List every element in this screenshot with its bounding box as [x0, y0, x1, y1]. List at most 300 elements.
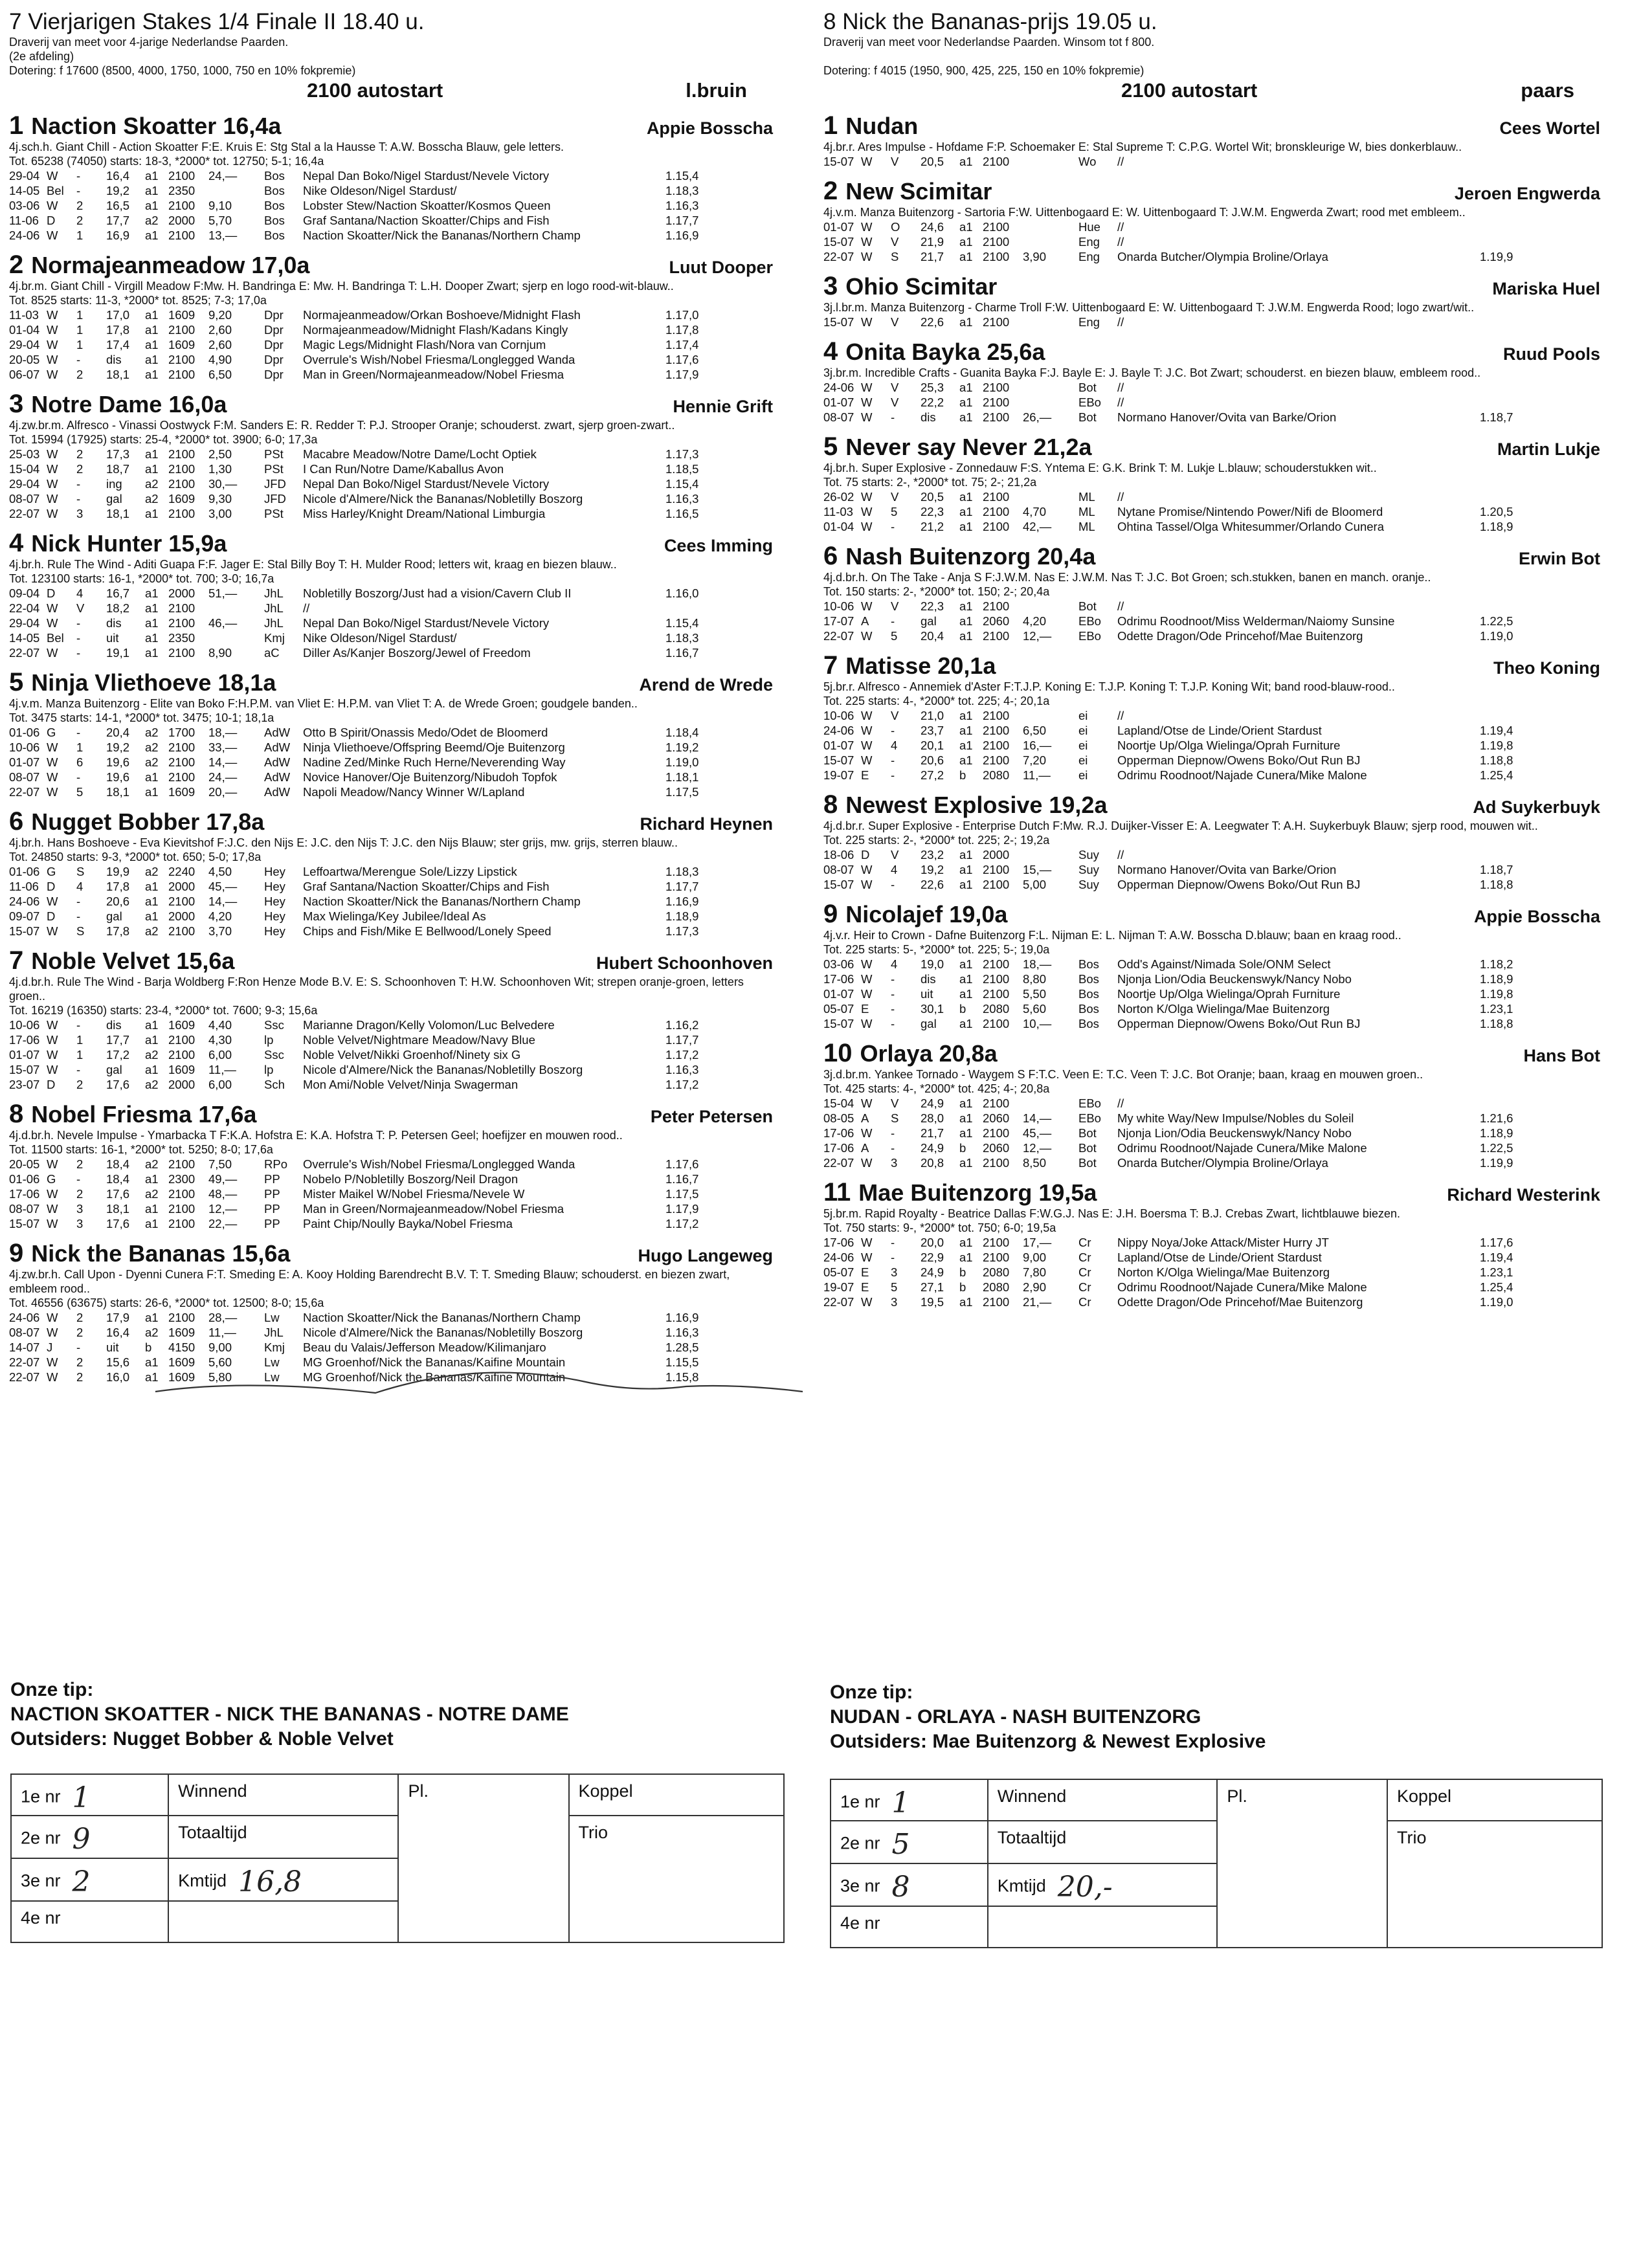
horse-number: 5: [823, 432, 838, 461]
run-cell: 10-06: [9, 740, 40, 754]
run-cell: S: [891, 1111, 899, 1125]
run-cell: [1023, 395, 1072, 410]
run-cell: 22-07: [9, 785, 40, 799]
run-cell: 19,2: [106, 740, 130, 754]
run-cell: -: [76, 184, 81, 197]
run-cell: a1: [959, 220, 973, 234]
table-row: [823, 1140, 1525, 1155]
handwritten-number[interactable]: 8: [891, 1871, 910, 1904]
horse-header: [9, 946, 773, 975]
table-row: [9, 183, 711, 198]
run-cell: 11-03: [9, 308, 39, 322]
run-cell: W: [861, 490, 873, 504]
handwritten-number[interactable]: 5: [891, 1828, 910, 1861]
run-cell: Cr: [1078, 1251, 1091, 1264]
run-cell: G: [47, 726, 56, 739]
run-cell: 17-06: [9, 1033, 40, 1047]
past-performance-table: [823, 315, 1525, 329]
run-cell: Diller As/Kanjer Boszorg/Jewel of Freedom: [303, 646, 531, 660]
run-cell: 20,6: [921, 753, 944, 767]
horse-name-text: Onita Bayka 25,6a: [845, 339, 1045, 365]
run-cell: 51,—: [208, 586, 238, 600]
run-cell: Magic Legs/Midnight Flash/Nora van Cornjum: [303, 338, 546, 351]
run-cell: Overrule's Wish/Nobel Friesma/Longlegged Wanda: [303, 353, 575, 366]
run-cell: 11-06: [9, 880, 39, 893]
run-cell: 2240: [168, 865, 195, 878]
run-cell: ML: [1078, 520, 1095, 533]
run-cell: 1.19,2: [665, 740, 699, 754]
table-row: [823, 234, 1525, 249]
past-performance-table: [9, 864, 711, 939]
run-cell: 22-07: [9, 646, 40, 660]
run-cell: 4: [891, 957, 898, 971]
run-cell: Bos: [1078, 957, 1099, 971]
run-cell: 4: [76, 880, 84, 893]
table-row: [9, 1310, 711, 1325]
run-cell: V: [891, 490, 899, 504]
run-cell: 21,7: [921, 250, 944, 263]
horse-totals: Tot. 46556 (63675) starts: 26-6, *2000* tot. 12500; 8-0; 15,6a: [9, 1296, 324, 1309]
run-cell: 1.16,2: [665, 1018, 699, 1032]
run-cell: 2: [76, 447, 84, 461]
run-cell: -: [76, 770, 81, 784]
run-cell: W: [861, 753, 873, 767]
tip-heading: Onze tip:: [830, 1682, 913, 1703]
run-cell: AdW: [264, 755, 291, 769]
horse-driver: Martin Lukje: [1497, 439, 1600, 459]
run-cell: Nytane Promise/Nintendo Power/Nifi de Bloomerd: [1117, 505, 1383, 518]
run-cell: gal: [106, 492, 122, 506]
run-cell: 1.22,5: [1480, 614, 1513, 628]
run-cell: 5: [891, 629, 898, 643]
run-cell: Bot: [1078, 381, 1097, 394]
run-cell: JFD: [264, 492, 286, 506]
run-cell: D: [47, 586, 56, 600]
run-cell: W: [861, 505, 873, 518]
bet-type-label: Totaaltijd: [988, 1821, 1218, 1863]
run-cell: a1: [145, 353, 159, 366]
run-cell: [1023, 154, 1072, 169]
run-cell: [1480, 219, 1525, 234]
horse-name: [823, 111, 918, 140]
run-cell: 2100: [983, 410, 1010, 424]
tip-main: NACTION SKOATTER - NICK THE BANANAS - NOTRE DAME: [10, 1704, 569, 1725]
run-cell: a1: [145, 199, 159, 212]
run-cell: 08-07: [9, 1326, 40, 1339]
run-cell: 2100: [983, 739, 1010, 752]
horse-name-text: Nick the Bananas 15,6a: [31, 1240, 291, 1267]
run-cell: uit: [106, 1340, 119, 1354]
table-row: [9, 168, 711, 183]
run-cell: 19,0: [921, 957, 944, 971]
handwritten-number[interactable]: 2: [72, 1865, 91, 1898]
run-cell: 2080: [983, 1265, 1010, 1279]
run-cell: 19-07: [823, 1280, 854, 1294]
run-cell: Chips and Fish/Mike E Bellwood/Lonely Speed: [303, 924, 552, 938]
run-cell: JhL: [264, 1326, 284, 1339]
horse-number: 1: [9, 111, 24, 140]
horse-header: [9, 250, 773, 279]
table-row: [823, 154, 1525, 169]
table-row: [823, 504, 1525, 519]
run-cell: W: [861, 972, 873, 986]
run-cell: 24-06: [823, 724, 854, 737]
run-cell: Bos: [264, 199, 285, 212]
run-cell: 1.20,5: [1480, 505, 1513, 518]
run-cell: a2: [145, 924, 159, 938]
run-cell: Lapland/Otse de Linde/Orient Stardust: [1117, 724, 1322, 737]
handwritten-number[interactable]: 1: [891, 1786, 910, 1819]
horse-entry: [823, 542, 1600, 643]
run-cell: 2100: [983, 1096, 1010, 1110]
horse-name: [9, 946, 234, 975]
run-cell: 2100: [168, 228, 195, 242]
run-cell: [1023, 489, 1072, 504]
run-cell: 1.16,5: [665, 507, 699, 520]
table-row: [9, 1325, 711, 1340]
run-cell: -: [76, 1340, 81, 1354]
run-cell: [208, 630, 258, 645]
run-cell: 1.19,0: [665, 755, 699, 769]
run-cell: 5,00: [1023, 878, 1047, 891]
run-cell: 2100: [168, 770, 195, 784]
run-cell: 1: [76, 323, 84, 337]
run-cell: 3: [891, 1295, 898, 1309]
run-cell: Cr: [1078, 1295, 1091, 1309]
table-row: [9, 213, 711, 228]
run-cell: 2100: [168, 924, 195, 938]
run-cell: 1: [76, 228, 84, 242]
horse-driver: Hans Bot: [1523, 1046, 1600, 1065]
handwritten-kmtijd[interactable]: 16,8: [238, 1865, 302, 1898]
horse-header: [823, 272, 1600, 300]
run-cell: My white Way/New Impulse/Nobles du Soleil: [1117, 1111, 1354, 1125]
bet-row-label: 1e nr 1: [11, 1774, 168, 1816]
table-row: [9, 1216, 711, 1231]
run-cell: a1: [145, 1018, 159, 1032]
run-cell: Hey: [264, 865, 285, 878]
run-cell: 2100: [983, 505, 1010, 518]
horse-name-text: Nash Buitenzorg 20,4a: [845, 543, 1096, 570]
tip-heading: Onze tip:: [10, 1679, 94, 1700]
horse-pedigree: 4j.d.br.h. On The Take - Anja S F:J.W.M. Nas E: J.W.M. Nas T: J.C. Bot Groen; sch.stukken, banen en manch. oranje..: [823, 571, 1431, 584]
run-cell: 2080: [983, 1002, 1010, 1016]
run-cell: a2: [145, 1326, 159, 1339]
horse-pedigree: 4j.d.br.h. Nevele Impulse - Ymarbacka T F:K.A. Hofstra E: K.A. Hofstra T: P. Petersen Geel; hoefijzer en mouwen rood..: [9, 1129, 623, 1142]
horse-driver: Ad Suykerbuyk: [1473, 797, 1600, 817]
run-cell: -: [76, 1018, 81, 1032]
run-cell: 16,5: [106, 199, 130, 212]
past-performance-table: [823, 847, 1525, 892]
run-cell: 22-07: [823, 250, 854, 263]
run-cell: a1: [959, 235, 973, 249]
tip-outsiders: Outsiders: Mae Buitenzorg & Newest Explosive: [830, 1731, 1266, 1752]
run-cell: lp: [264, 1033, 274, 1047]
run-cell: 1.18,5: [665, 462, 699, 476]
run-cell: 2100: [983, 235, 1010, 249]
bet-type-label: Kmtijd 20,-: [988, 1863, 1218, 1906]
run-cell: 1.18,9: [665, 909, 699, 923]
run-cell: Suy: [1078, 878, 1099, 891]
run-cell: 1.23,1: [1480, 1265, 1513, 1279]
run-cell: 2080: [983, 768, 1010, 782]
past-performance-table: [9, 307, 711, 382]
run-cell: 24-06: [9, 228, 40, 242]
past-performance-table: [9, 1310, 711, 1384]
run-cell: a1: [145, 601, 159, 615]
table-row: [9, 894, 711, 909]
run-cell: 1609: [168, 1063, 195, 1076]
run-cell: 1.16,7: [665, 1172, 699, 1186]
run-cell: Bel: [47, 631, 64, 645]
run-cell: 1609: [168, 1370, 195, 1384]
horse-totals: Tot. 425 starts: 4-, *2000* tot. 425; 4-; 20,8a: [823, 1082, 1050, 1095]
run-cell: 1.18,7: [1480, 410, 1513, 424]
run-cell: a1: [145, 507, 159, 520]
run-cell: Hey: [264, 909, 285, 923]
horse-pedigree: 4j.br.h. Rule The Wind - Aditi Guapa F:F. Jager E: Stal Billy Boy T: H. Mulder Rood; letters wit, kraag en biezen blauw..: [9, 558, 617, 571]
run-cell: JFD: [264, 477, 286, 491]
run-cell: 1.23,1: [1480, 1002, 1513, 1016]
run-cell: -: [76, 631, 81, 645]
run-cell: W: [47, 1187, 58, 1201]
run-cell: 17,6: [106, 1187, 130, 1201]
run-cell: 6,50: [1023, 724, 1047, 737]
run-cell: 2100: [983, 1236, 1010, 1249]
horse-name-text: Nugget Bobber 17,8a: [31, 808, 265, 835]
run-cell: a1: [145, 1355, 159, 1369]
run-cell: W: [861, 1295, 873, 1309]
horse-header: [823, 542, 1600, 570]
run-cell: uit: [921, 987, 933, 1001]
run-cell: 08-07: [823, 410, 854, 424]
horse-driver: Jeroen Engwerda: [1454, 184, 1600, 203]
run-cell: 1.17,7: [665, 214, 699, 227]
run-cell: 2100: [983, 250, 1010, 263]
horse-pedigree: 4j.sch.h. Giant Chill - Action Skoatter F:E. Kruis E: Stg Stal a la Hausse T: A.W. Bosscha Blauw, gele letters.: [9, 140, 564, 153]
run-cell: 18,1: [106, 507, 130, 520]
run-cell: a2: [145, 492, 159, 506]
table-row: [823, 1126, 1525, 1140]
run-cell: 14-07: [9, 1340, 40, 1354]
run-cell: -: [76, 1172, 81, 1186]
run-cell: 2: [76, 214, 84, 227]
handwritten-number[interactable]: 1: [72, 1781, 91, 1814]
past-performance-table: [823, 599, 1525, 643]
run-cell: ei: [1078, 724, 1088, 737]
horse-pedigree: 4j.v.m. Manza Buitenzorg - Elite van Boko F:H.P.M. van Vliet E: H.P.M. van Vliet T: A. de Wrede Groen; goudgele banden..: [9, 697, 638, 710]
run-cell: Max Wielinga/Key Jubilee/Ideal As: [303, 909, 486, 923]
run-cell: a1: [145, 616, 159, 630]
handwritten-kmtijd[interactable]: 20,-: [1057, 1871, 1113, 1904]
run-cell: 29-04: [9, 338, 40, 351]
handwritten-number[interactable]: 9: [72, 1823, 91, 1856]
run-cell: W: [47, 507, 58, 520]
table-row: [823, 1096, 1525, 1111]
table-row: [9, 322, 711, 337]
horse-entry: [823, 900, 1600, 1031]
run-cell: D: [47, 880, 56, 893]
table-row: [823, 519, 1525, 534]
horse-header: [9, 111, 773, 140]
run-cell: 27,1: [921, 1280, 944, 1294]
run-cell: 5,60: [1023, 1002, 1047, 1016]
run-cell: PSt: [264, 462, 284, 476]
run-cell: V: [891, 848, 899, 862]
run-cell: dis: [921, 972, 936, 986]
run-cell: A: [861, 1141, 869, 1155]
run-cell: 1.16,3: [665, 1326, 699, 1339]
run-cell: 15-07: [9, 1217, 40, 1230]
run-cell: 1.16,9: [665, 228, 699, 242]
run-cell: 2100: [983, 863, 1010, 876]
bet-type-label: Winnend: [988, 1779, 1218, 1821]
run-cell: -: [891, 1236, 895, 1249]
run-cell: 1.15,4: [665, 477, 699, 491]
past-performance-table: [823, 1096, 1525, 1170]
run-cell: a1: [145, 770, 159, 784]
run-cell: a2: [145, 1157, 159, 1171]
run-cell: a1: [145, 909, 159, 923]
run-cell: Eng: [1078, 250, 1100, 263]
horse-name-text: Notre Dame 16,0a: [31, 391, 227, 417]
run-cell: [1023, 380, 1072, 395]
run-cell: 17,6: [106, 1078, 130, 1091]
run-cell: 20,—: [208, 785, 238, 799]
run-cell: 1700: [168, 726, 195, 739]
run-cell: 1: [76, 740, 84, 754]
run-cell: 29-04: [9, 169, 40, 183]
horse-name-text: Nobel Friesma 17,6a: [31, 1101, 257, 1128]
horse-entry: [823, 651, 1600, 783]
run-cell: AdW: [264, 770, 291, 784]
run-cell: 09-07: [9, 909, 40, 923]
run-cell: 15-07: [823, 235, 854, 249]
run-cell: 17,8: [106, 924, 130, 938]
run-cell: 10-06: [823, 709, 854, 722]
horse-entry: [9, 1239, 773, 1384]
run-cell: 2100: [983, 1251, 1010, 1264]
run-cell: Noble Velvet/Nikki Groenhof/Ninety six G: [303, 1048, 521, 1062]
table-row: [9, 645, 711, 660]
horse-name-text: Mae Buitenzorg 19,5a: [858, 1179, 1097, 1206]
table-row: [9, 352, 711, 367]
run-cell: a1: [145, 184, 159, 197]
run-cell: W: [47, 308, 58, 322]
horse-name-text: Never say Never 21,2a: [845, 434, 1092, 460]
horse-entry: [9, 111, 773, 243]
run-cell: 01-04: [823, 520, 854, 533]
run-cell: 4: [76, 586, 84, 600]
horse-name-text: Matisse 20,1a: [845, 652, 996, 679]
run-cell: [1480, 315, 1525, 329]
table-row: [9, 506, 711, 521]
run-cell: W: [47, 1311, 58, 1324]
run-cell: PSt: [264, 447, 284, 461]
run-cell: W: [861, 863, 873, 876]
run-cell: 03-06: [9, 199, 40, 212]
horse-number: 1: [823, 111, 838, 140]
horse-header: [823, 1178, 1600, 1206]
run-cell: 2: [76, 1326, 84, 1339]
run-cell: 15,6: [106, 1355, 130, 1369]
run-cell: 08-07: [9, 770, 40, 784]
run-cell: b: [959, 1265, 966, 1279]
run-cell: 2000: [983, 848, 1010, 862]
run-cell: 9,10: [208, 199, 232, 212]
run-cell: 17,3: [106, 447, 130, 461]
run-cell: 2000: [168, 214, 195, 227]
table-row: [9, 725, 711, 740]
run-cell: a1: [145, 880, 159, 893]
run-cell: 01-06: [9, 865, 40, 878]
table-row: [9, 1355, 711, 1370]
run-cell: Bos: [264, 228, 285, 242]
run-cell: 11,—: [1023, 768, 1051, 782]
table-row: [9, 447, 711, 461]
run-cell: 2000: [168, 1078, 195, 1091]
run-cell: 1.16,7: [665, 646, 699, 660]
run-cell: a1: [145, 228, 159, 242]
run-cell: 16,—: [1023, 739, 1052, 752]
horse-number: 7: [9, 946, 24, 975]
run-cell: 6,00: [208, 1048, 232, 1062]
run-cell: b: [145, 1340, 152, 1354]
run-cell: Macabre Meadow/Notre Dame/Locht Optiek: [303, 447, 537, 461]
run-cell: Novice Hanover/Oje Buitenzorg/Nibudoh Topfok: [303, 770, 557, 784]
run-cell: aC: [264, 646, 280, 660]
run-cell: 21,0: [921, 709, 944, 722]
horse-name-text: Nick Hunter 15,9a: [31, 530, 227, 557]
koppel-label: Koppel: [569, 1774, 785, 1816]
horse-pedigree: 4j.br.r. Ares Impulse - Hofdame F:P. Schoemaker E: Stal Supreme T: C.P.G. Wortel Wit; bronskleurige W, bies donkerblauw..: [823, 140, 1462, 153]
run-cell: 1.19,4: [1480, 724, 1513, 737]
run-cell: 20,1: [921, 739, 944, 752]
run-cell: 15-07: [823, 315, 854, 329]
run-cell: 2100: [983, 878, 1010, 891]
horse-header: [823, 111, 1600, 140]
horse-number: 4: [823, 337, 838, 366]
run-cell: 1.17,6: [665, 1157, 699, 1171]
table-row: [9, 740, 711, 755]
run-cell: 2350: [168, 184, 195, 197]
table-row: [9, 784, 711, 799]
run-cell: gal: [106, 1063, 122, 1076]
run-cell: EBo: [1078, 614, 1101, 628]
run-cell: //: [1117, 220, 1124, 234]
run-cell: 11,—: [208, 1063, 236, 1076]
horse-entry: [9, 250, 773, 382]
run-cell: a2: [145, 740, 159, 754]
run-cell: V: [76, 601, 85, 615]
run-cell: 23,7: [921, 724, 944, 737]
run-cell: 1609: [168, 308, 195, 322]
run-cell: Suy: [1078, 863, 1099, 876]
horse-name-text: Noble Velvet 15,6a: [31, 948, 235, 974]
run-cell: 2: [76, 1187, 84, 1201]
run-cell: 1609: [168, 1326, 195, 1339]
run-cell: 4: [891, 739, 898, 752]
race-title: 7 Vierjarigen Stakes 1/4 Finale II 18.40 u.: [9, 9, 425, 34]
table-row: [9, 1172, 711, 1186]
run-cell: 48,—: [208, 1187, 238, 1201]
horse-driver: Richard Westerink: [1447, 1185, 1600, 1205]
run-cell: 1.17,3: [665, 924, 699, 938]
run-cell: 1.15,8: [665, 1370, 699, 1384]
run-cell: 30,1: [921, 1002, 944, 1016]
run-cell: 3,90: [1023, 250, 1047, 263]
run-cell: 01-06: [9, 1172, 40, 1186]
